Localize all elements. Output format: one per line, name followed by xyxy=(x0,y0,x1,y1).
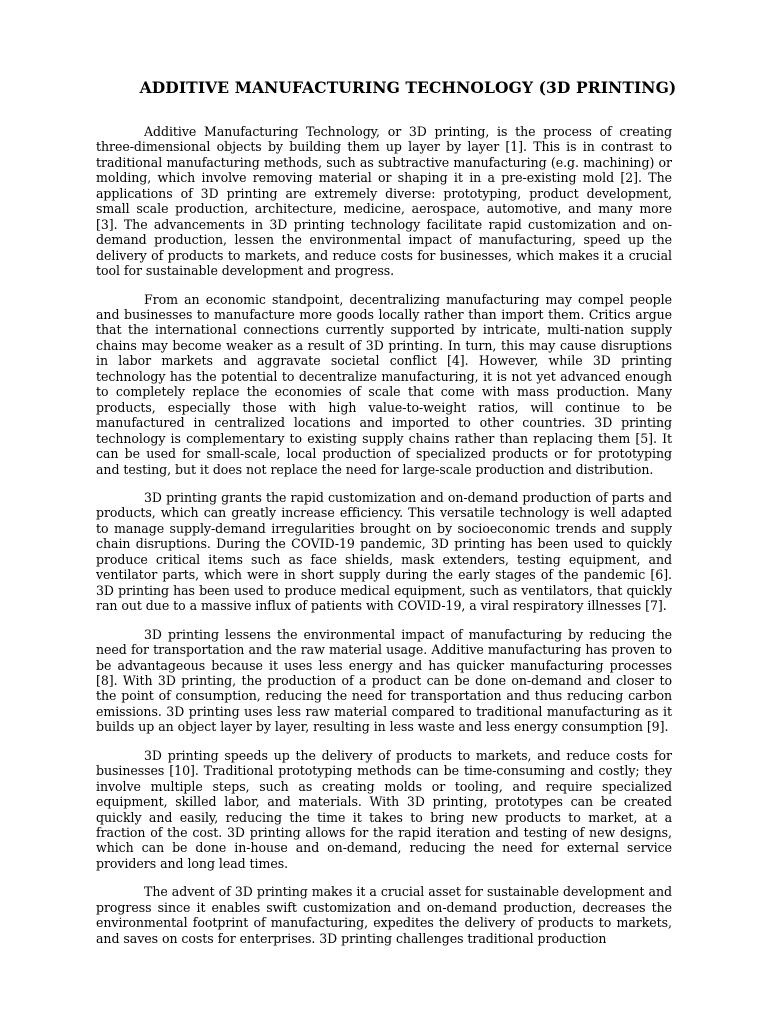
document-body xyxy=(96,124,672,959)
paragraph-customization: 3D printing grants the rapid customization and on-demand production of parts and products, which can greatly increase efficiency. This versatile technology is well adapted to manage supply-demand irregularities brought on by socioeconomic trends and supply chain disruptions. During the COVID-19 pandemic, 3D printing has been used to quickly produce critical items such as face shields, mask extenders, testing equipment, and ventilator parts, which were in short supply during the early stages of the pandemic [6]. 3D printing has been used to produce medical equipment, such as ventilators, that quickly ran out due to a massive influx of patients with COVID-19, a viral respiratory illnesses [7]. xyxy=(96,489,672,614)
paragraph-conclusion: The advent of 3D printing makes it a crucial asset for sustainable development and progress since it enables swift customization and on-demand production, decreases the environmental footprint of manufacturing, expedites the delivery of products to markets, and saves on costs for enterprises. 3D printing challenges traditional production xyxy=(96,884,672,946)
paragraph-introduction: Additive Manufacturing Technology, or 3D printing, is the process of creating three-dimensional objects by building them up layer by layer [1]. This is in contrast to traditional manufacturing methods, such as subtractive manufacturing (e.g. machining) or molding, which involve removing material or shaping it in a pre-existing mold [2]. The applications of 3D printing are extremely diverse: prototyping, product development, small scale production, architecture, medicine, aerospace, automotive, and many more [3]. The advancements in 3D printing technology facilitate rapid customization and on-demand production, lessen the environmental impact of manufacturing, speed up the delivery of products to markets, and reduce costs for businesses, which makes it a crucial tool for sustainable development and progress. xyxy=(96,124,672,279)
paragraph-environmental-impact: 3D printing lessens the environmental impact of manufacturing by reducing the need for transportation and the raw material usage. Additive manufacturing has proven to be advantageous because it uses less energy and has quicker manufacturing processes [8]. With 3D printing, the production of a product can be done on-demand and closer to the point of consumption, reducing the need for transportation and thus reducing carbon emissions. 3D printing uses less raw material compared to traditional manufacturing as it builds up an object layer by layer, resulting in less waste and less energy consumption [9]. xyxy=(96,626,672,735)
paragraph-delivery-costs: 3D printing speeds up the delivery of products to markets, and reduce costs for businesses [10]. Traditional prototyping methods can be time-consuming and costly; they involve multiple steps, such as creating molds or tooling, and require specialized equipment, skilled labor, and materials. With 3D printing, prototypes can be created quickly and easily, reducing the time it takes to bring new products to market, at a fraction of the cost. 3D printing allows for the rapid iteration and testing of new designs, which can be done in-house and on-demand, reducing the need for external service providers and long lead times. xyxy=(96,747,672,871)
document-title: ADDITIVE MANUFACTURING TECHNOLOGY (3D PRINTING) xyxy=(139,78,677,97)
paragraph-economic-standpoint: From an economic standpoint, decentralizing manufacturing may compel people and businesses to manufacture more goods locally rather than import them. Critics argue that the international connections currently supported by intricate, multi-nation supply chains may become weaker as a result of 3D printing. In turn, this may cause disruptions in labor markets and aggravate societal conflict [4]. However, while 3D printing technology has the potential to decentralize manufacturing, it is not yet advanced enough to completely replace the economies of scale that come with mass production. Many products, especially those with high value-to-weight ratios, will continue to be manufactured in centralized locations and imported to other countries. 3D printing technology is complementary to existing supply chains rather than replacing them [5]. It can be used for small-scale, local production of specialized products or for prototyping and testing, but it does not replace the need for large-scale production and distribution. xyxy=(96,291,672,477)
